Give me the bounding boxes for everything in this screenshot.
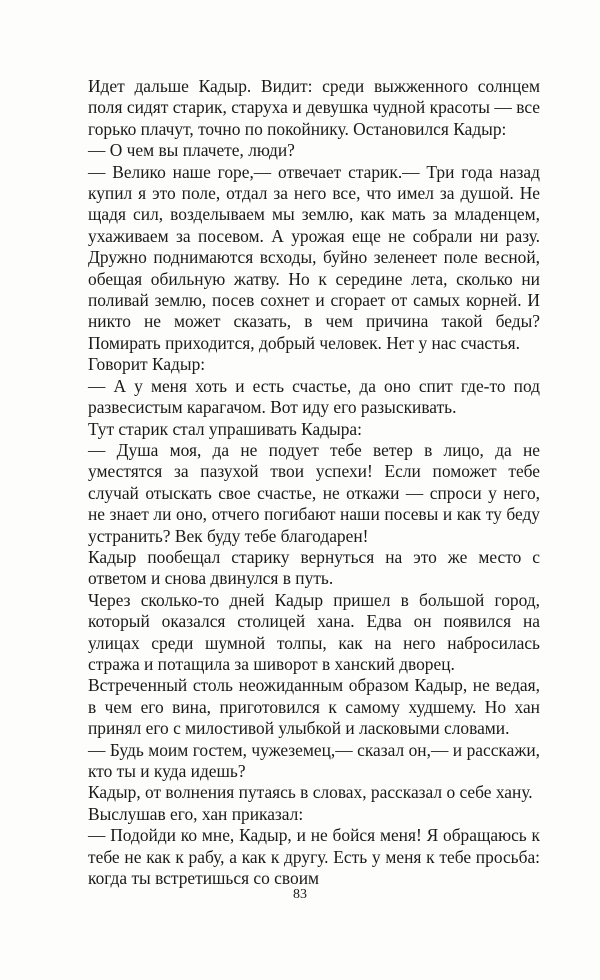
paragraph: Встреченный столь неожиданным образом Кадыр, не ведая, в чем его вина, приготовился к самому худшему. Но хан принял его с милостивой улыбкой и ласковыми словами. — [88, 675, 540, 739]
paragraph: Выслушав его, хан приказал: — [88, 803, 304, 824]
page-number: 83 — [293, 887, 307, 902]
paragraph: Идет дальше Кадыр. Видит: среди выжженного солнцем поля сидят старик, старуха и девушка чудной красоты — все горько плачут, точно по покойнику. Остановился Кадыр: — [88, 76, 540, 139]
paragraph: — О чем вы плачете, люди? — [88, 140, 295, 161]
paragraph: — Велико наше горе,— отвечает старик.— Три года назад купил я это поле, отдал за него все, что имел за душой. Не щадя сил, возделываем мы землю, как мать за младенцем, ухаживаем за посевом. А урожая еще не собрали ни разу. Дружно поднимаются всходы, буйно зеленеет поле весной, обещая обильную жатву. Но к середине лета, сколько ни поливай землю, посев сохнет и сгорает от самых корней. И никто не может сказать, в чем причина такой беды? Помирать приходится, добрый человек. Нет у нас счастья. — [88, 161, 540, 353]
paragraph: Кадыр пообещал старику вернуться на это же место с ответом и снова двинулся в путь. — [88, 546, 540, 589]
paragraph: Через сколько-то дней Кадыр пришел в большой город, который оказался столицей хана. Едва он появился на улицах среди шумной толпы, как на него набросилась стража и потащила за шиворот в ханский дворец. — [88, 589, 540, 674]
page-text — [88, 76, 540, 889]
paragraph: Тут старик стал упрашивать Кадыра: — [88, 418, 362, 439]
paragraph: — Душа моя, да не подует тебе ветер в лицо, да не уместятся за пазухой твои успехи! Если поможет тебе случай отыскать свое счастье, не откажи — спроси у него, не знает ли оно, отчего погибают наши посевы и как ту беду устранить? Век буду тебе благодарен! — [88, 439, 540, 546]
paragraph: — Подойди ко мне, Кадыр, и не бойся меня! Я обращаюсь к тебе не как к рабу, а как к другу. Есть у меня к тебе просьба: когда ты встретишься со своим — [88, 825, 540, 889]
paragraph: Говорит Кадыр: — [88, 354, 206, 375]
paragraph: — Будь моим гостем, чужеземец,— сказал он,— и расскажи, кто ты и куда идешь? — [88, 739, 540, 781]
paragraph: — А у меня хоть и есть счастье, да оно спит где-то под развесистым карагачом. Вот иду его разыскивать. — [88, 375, 540, 418]
paragraph: Кадыр, от волнения путаясь в словах, рассказал о себе хану. — [88, 782, 533, 803]
